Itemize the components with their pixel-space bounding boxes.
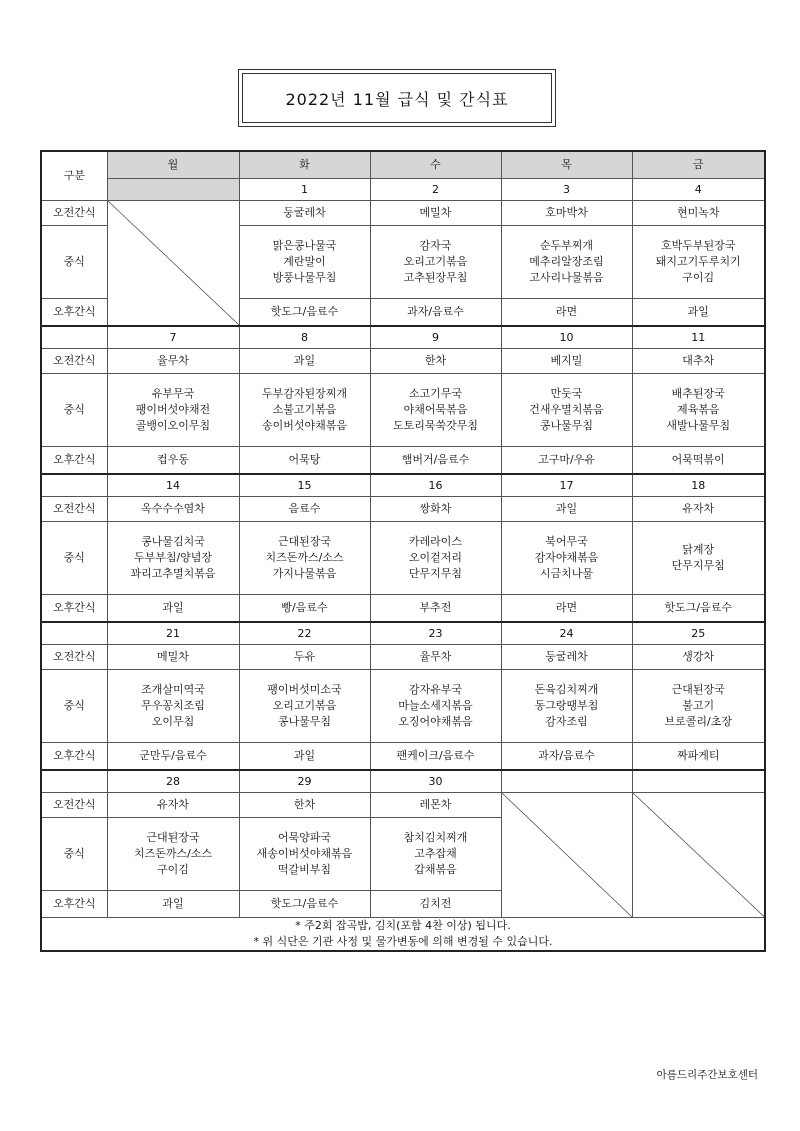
am-snack-cell: 율무차: [107, 349, 239, 374]
pm-snack-label: 오후간식: [41, 299, 107, 327]
lunch-item: 호박두부된장국: [661, 239, 736, 252]
am-snack-cell: 레몬차: [370, 793, 501, 818]
lunch-item: 떡갈비부침: [277, 863, 332, 876]
page-title: 2022년 11월 급식 및 간식표: [242, 73, 552, 123]
lunch-item: 닭계장: [682, 543, 715, 556]
am-snack-row: [41, 201, 765, 226]
am-snack-row: [41, 349, 765, 374]
lunch-cell: [501, 522, 632, 595]
lunch-item: 새송이버섯야채볶음: [256, 847, 353, 860]
lunch-cell: [501, 670, 632, 743]
lunch-item: 근대된장국: [146, 831, 200, 844]
am-snack-cell: 유자차: [107, 793, 239, 818]
day-header: 목: [501, 151, 632, 179]
pm-snack-cell: 라면: [501, 595, 632, 623]
lunch-item: 소고기무국: [408, 387, 463, 400]
lunch-item: 고추잡채: [414, 847, 457, 860]
lunch-item: 배추된장국: [671, 387, 725, 400]
date-row: [41, 179, 765, 201]
pm-snack-cell: 김치전: [370, 891, 501, 918]
menu-table: [40, 150, 766, 952]
am-snack-row: [41, 497, 765, 522]
date-cell: 9: [370, 326, 501, 349]
lunch-item: 맑은콩나물국: [272, 239, 337, 252]
lunch-item: 오이무침: [151, 715, 195, 728]
pm-snack-cell: 핫도그/음료수: [239, 299, 370, 327]
header-row: [41, 151, 765, 179]
date-cell: 17: [501, 474, 632, 497]
lunch-item: 송이버섯야채볶음: [261, 419, 347, 432]
lunch-item: 돈육김치찌개: [534, 683, 599, 696]
date-cell: 2: [370, 179, 501, 201]
date-cell: 4: [632, 179, 765, 201]
lunch-item: 불고기: [682, 699, 715, 712]
am-snack-cell: 쌍화차: [370, 497, 501, 522]
lunch-cell: [239, 226, 370, 299]
lunch-label: 중식: [41, 226, 107, 299]
lunch-cell: [239, 522, 370, 595]
pm-snack-cell: 컵우동: [107, 447, 239, 475]
lunch-cell: [632, 670, 765, 743]
pm-snack-cell: 과자/음료수: [370, 299, 501, 327]
date-cell: 21: [107, 622, 239, 645]
date-cell: 7: [107, 326, 239, 349]
lunch-item: 조개살미역국: [141, 683, 205, 696]
date-row-spacer: [41, 770, 107, 793]
pm-snack-cell: 과일: [632, 299, 765, 327]
lunch-item: 메추리알장조림: [529, 255, 604, 268]
pm-snack-cell: 핫도그/음료수: [632, 595, 765, 623]
lunch-cell: [632, 374, 765, 447]
lunch-item: 오리고기볶음: [403, 255, 468, 268]
am-snack-row: [41, 645, 765, 670]
lunch-item: 새발나물무침: [666, 419, 731, 432]
lunch-cell: [632, 226, 765, 299]
lunch-item: 동그랑땡부침: [534, 699, 599, 712]
lunch-item: 팽이버섯야채전: [135, 403, 211, 416]
am-snack-row: [41, 793, 765, 818]
notes-row: [41, 918, 765, 952]
pm-snack-cell: 햄버거/음료수: [370, 447, 501, 475]
am-snack-cell: 한차: [239, 793, 370, 818]
date-row: [41, 770, 765, 793]
pm-snack-cell: 어묵탕: [239, 447, 370, 475]
date-cell: [107, 179, 239, 201]
lunch-cell: [107, 522, 239, 595]
date-cell: 10: [501, 326, 632, 349]
pm-snack-cell: 라면: [501, 299, 632, 327]
pm-snack-cell: 핫도그/음료수: [239, 891, 370, 918]
lunch-item: 가지나물볶음: [272, 567, 337, 580]
am-snack-cell: 율무차: [370, 645, 501, 670]
lunch-row: [41, 374, 765, 447]
lunch-item: 돼지고기두루치기: [655, 255, 741, 268]
lunch-item: 치즈돈까스/소스: [133, 847, 213, 860]
am-snack-cell: 두유: [239, 645, 370, 670]
lunch-item: 콩나물무침: [277, 715, 332, 728]
lunch-item: 만둣국: [550, 387, 583, 400]
lunch-item: 건새우멸치볶음: [529, 403, 604, 416]
am-snack-cell: 과일: [501, 497, 632, 522]
lunch-row: [41, 522, 765, 595]
lunch-item: 오징어야채볶음: [398, 715, 473, 728]
lunch-item: 마늘소세지볶음: [398, 699, 473, 712]
date-cell: 3: [501, 179, 632, 201]
lunch-cell: [370, 226, 501, 299]
date-cell: 14: [107, 474, 239, 497]
date-cell: 18: [632, 474, 765, 497]
lunch-item: 고추된장무침: [403, 271, 468, 284]
lunch-item: 구이김: [157, 863, 189, 876]
date-cell: 25: [632, 622, 765, 645]
lunch-item: 근대된장국: [277, 535, 332, 548]
lunch-cell: [632, 522, 765, 595]
lunch-item: 두부부침/양념장: [133, 551, 213, 564]
empty-day-cell: [107, 201, 239, 327]
am-snack-cell: 한차: [370, 349, 501, 374]
notes-cell: [41, 918, 765, 952]
lunch-item: 골뱅이오이무침: [135, 419, 211, 432]
note-line: * 주2회 잡곡밥, 김치(포함 4찬 이상) 됩니다.: [295, 919, 511, 932]
division-label: 구분: [41, 151, 107, 201]
lunch-item: 치즈돈까스/소스: [265, 551, 344, 564]
note-line: * 위 식단은 기관 사정 및 물가변동에 의해 변경될 수 있습니다.: [253, 935, 553, 948]
lunch-item: 단무지무침: [671, 559, 725, 572]
lunch-row: [41, 670, 765, 743]
lunch-cell: [239, 670, 370, 743]
lunch-item: 어묵양파국: [277, 831, 332, 844]
pm-snack-row: [41, 595, 765, 623]
lunch-item: 순두부찌개: [539, 239, 594, 252]
date-cell: 1: [239, 179, 370, 201]
pm-snack-cell: 짜파게티: [632, 743, 765, 771]
pm-snack-row: [41, 743, 765, 771]
am-snack-cell: 호마박차: [501, 201, 632, 226]
day-header: 화: [239, 151, 370, 179]
pm-snack-cell: 고구마/우유: [501, 447, 632, 475]
title-box: [238, 69, 556, 127]
date-cell: 24: [501, 622, 632, 645]
date-cell: 16: [370, 474, 501, 497]
lunch-cell: [107, 818, 239, 891]
pm-snack-cell: 과자/음료수: [501, 743, 632, 771]
lunch-item: 감자국: [419, 239, 452, 252]
empty-day-cell: [632, 793, 765, 918]
lunch-cell: [370, 522, 501, 595]
lunch-item: 소불고기볶음: [272, 403, 337, 416]
am-snack-cell: 둥굴레차: [501, 645, 632, 670]
lunch-item: 고사리나물볶음: [529, 271, 604, 284]
center-name: 아름드리주간보호센터: [656, 1069, 758, 1081]
pm-snack-cell: 어묵떡볶이: [632, 447, 765, 475]
pm-snack-cell: 군만두/음료수: [107, 743, 239, 771]
day-header: 월: [107, 151, 239, 179]
pm-snack-cell: 과일: [239, 743, 370, 771]
lunch-item: 야채어묵볶음: [403, 403, 468, 416]
pm-snack-cell: 과일: [107, 891, 239, 918]
am-snack-cell: 메밀차: [370, 201, 501, 226]
lunch-label: 중식: [41, 522, 107, 595]
date-row-spacer: [41, 474, 107, 497]
lunch-item: 감자야채볶음: [534, 551, 599, 564]
lunch-label: 중식: [41, 374, 107, 447]
lunch-cell: [370, 374, 501, 447]
lunch-cell: [370, 670, 501, 743]
am-snack-label: 오전간식: [41, 349, 107, 374]
am-snack-cell: 음료수: [239, 497, 370, 522]
am-snack-cell: 현미녹차: [632, 201, 765, 226]
lunch-item: 제육볶음: [676, 403, 720, 416]
lunch-label: 중식: [41, 818, 107, 891]
date-row-spacer: [41, 326, 107, 349]
date-cell: 30: [370, 770, 501, 793]
lunch-item: 오리고기볶음: [272, 699, 337, 712]
lunch-cell: [239, 818, 370, 891]
am-snack-cell: 대추차: [632, 349, 765, 374]
lunch-item: 콩나물무침: [539, 419, 594, 432]
am-snack-cell: 옥수수수염차: [107, 497, 239, 522]
lunch-item: 오이겉저리: [408, 551, 463, 564]
day-header: 금: [632, 151, 765, 179]
lunch-item: 유부무국: [151, 387, 195, 400]
date-row: [41, 474, 765, 497]
date-cell: 28: [107, 770, 239, 793]
lunch-item: 단무지무침: [408, 567, 463, 580]
lunch-item: 무우꽁치조림: [141, 699, 205, 712]
lunch-item: 팽이버섯미소국: [267, 683, 342, 696]
date-cell: 29: [239, 770, 370, 793]
lunch-item: 갑채볶음: [414, 863, 457, 876]
date-cell: 11: [632, 326, 765, 349]
pm-snack-row: [41, 447, 765, 475]
lunch-cell: [239, 374, 370, 447]
date-row: [41, 326, 765, 349]
am-snack-label: 오전간식: [41, 201, 107, 226]
date-cell: 23: [370, 622, 501, 645]
date-cell: [501, 770, 632, 793]
lunch-cell: [107, 670, 239, 743]
lunch-item: 도토리묵쑥갓무침: [392, 419, 478, 432]
lunch-item: 방풍나물무침: [272, 271, 337, 284]
lunch-item: 계란말이: [283, 255, 326, 268]
pm-snack-label: 오후간식: [41, 595, 107, 623]
am-snack-cell: 메밀차: [107, 645, 239, 670]
date-cell: 8: [239, 326, 370, 349]
date-cell: 15: [239, 474, 370, 497]
date-row: [41, 622, 765, 645]
date-cell: [632, 770, 765, 793]
lunch-cell: [501, 374, 632, 447]
pm-snack-cell: 과일: [107, 595, 239, 623]
lunch-item: 브로콜리/초장: [664, 715, 732, 728]
lunch-item: 근대된장국: [671, 683, 725, 696]
lunch-item: 시금치나물: [539, 567, 594, 580]
empty-day-cell: [501, 793, 632, 918]
date-cell: 22: [239, 622, 370, 645]
lunch-cell: [107, 374, 239, 447]
am-snack-label: 오전간식: [41, 497, 107, 522]
day-header: 수: [370, 151, 501, 179]
lunch-item: 감자유부국: [408, 683, 463, 696]
am-snack-cell: 베지밀: [501, 349, 632, 374]
lunch-item: 구이김: [682, 271, 715, 284]
am-snack-label: 오전간식: [41, 645, 107, 670]
pm-snack-label: 오후간식: [41, 447, 107, 475]
lunch-item: 콩나물김치국: [141, 535, 205, 548]
am-snack-cell: 유자차: [632, 497, 765, 522]
am-snack-label: 오전간식: [41, 793, 107, 818]
am-snack-cell: 과일: [239, 349, 370, 374]
lunch-item: 감자조림: [545, 715, 588, 728]
lunch-item: 꽈리고추멸치볶음: [130, 567, 216, 580]
lunch-item: 북어무국: [545, 535, 588, 548]
pm-snack-cell: 빵/음료수: [239, 595, 370, 623]
pm-snack-label: 오후간식: [41, 743, 107, 771]
am-snack-cell: 생강차: [632, 645, 765, 670]
lunch-item: 카레라이스: [408, 535, 463, 548]
pm-snack-label: 오후간식: [41, 891, 107, 918]
lunch-cell: [370, 818, 501, 891]
lunch-cell: [501, 226, 632, 299]
lunch-label: 중식: [41, 670, 107, 743]
pm-snack-cell: 부추전: [370, 595, 501, 623]
lunch-item: 참치김치찌개: [403, 831, 468, 844]
lunch-item: 두부감자된장찌개: [261, 387, 347, 400]
date-row-spacer: [41, 622, 107, 645]
pm-snack-cell: 팬케이크/음료수: [370, 743, 501, 771]
am-snack-cell: 둥굴레차: [239, 201, 370, 226]
